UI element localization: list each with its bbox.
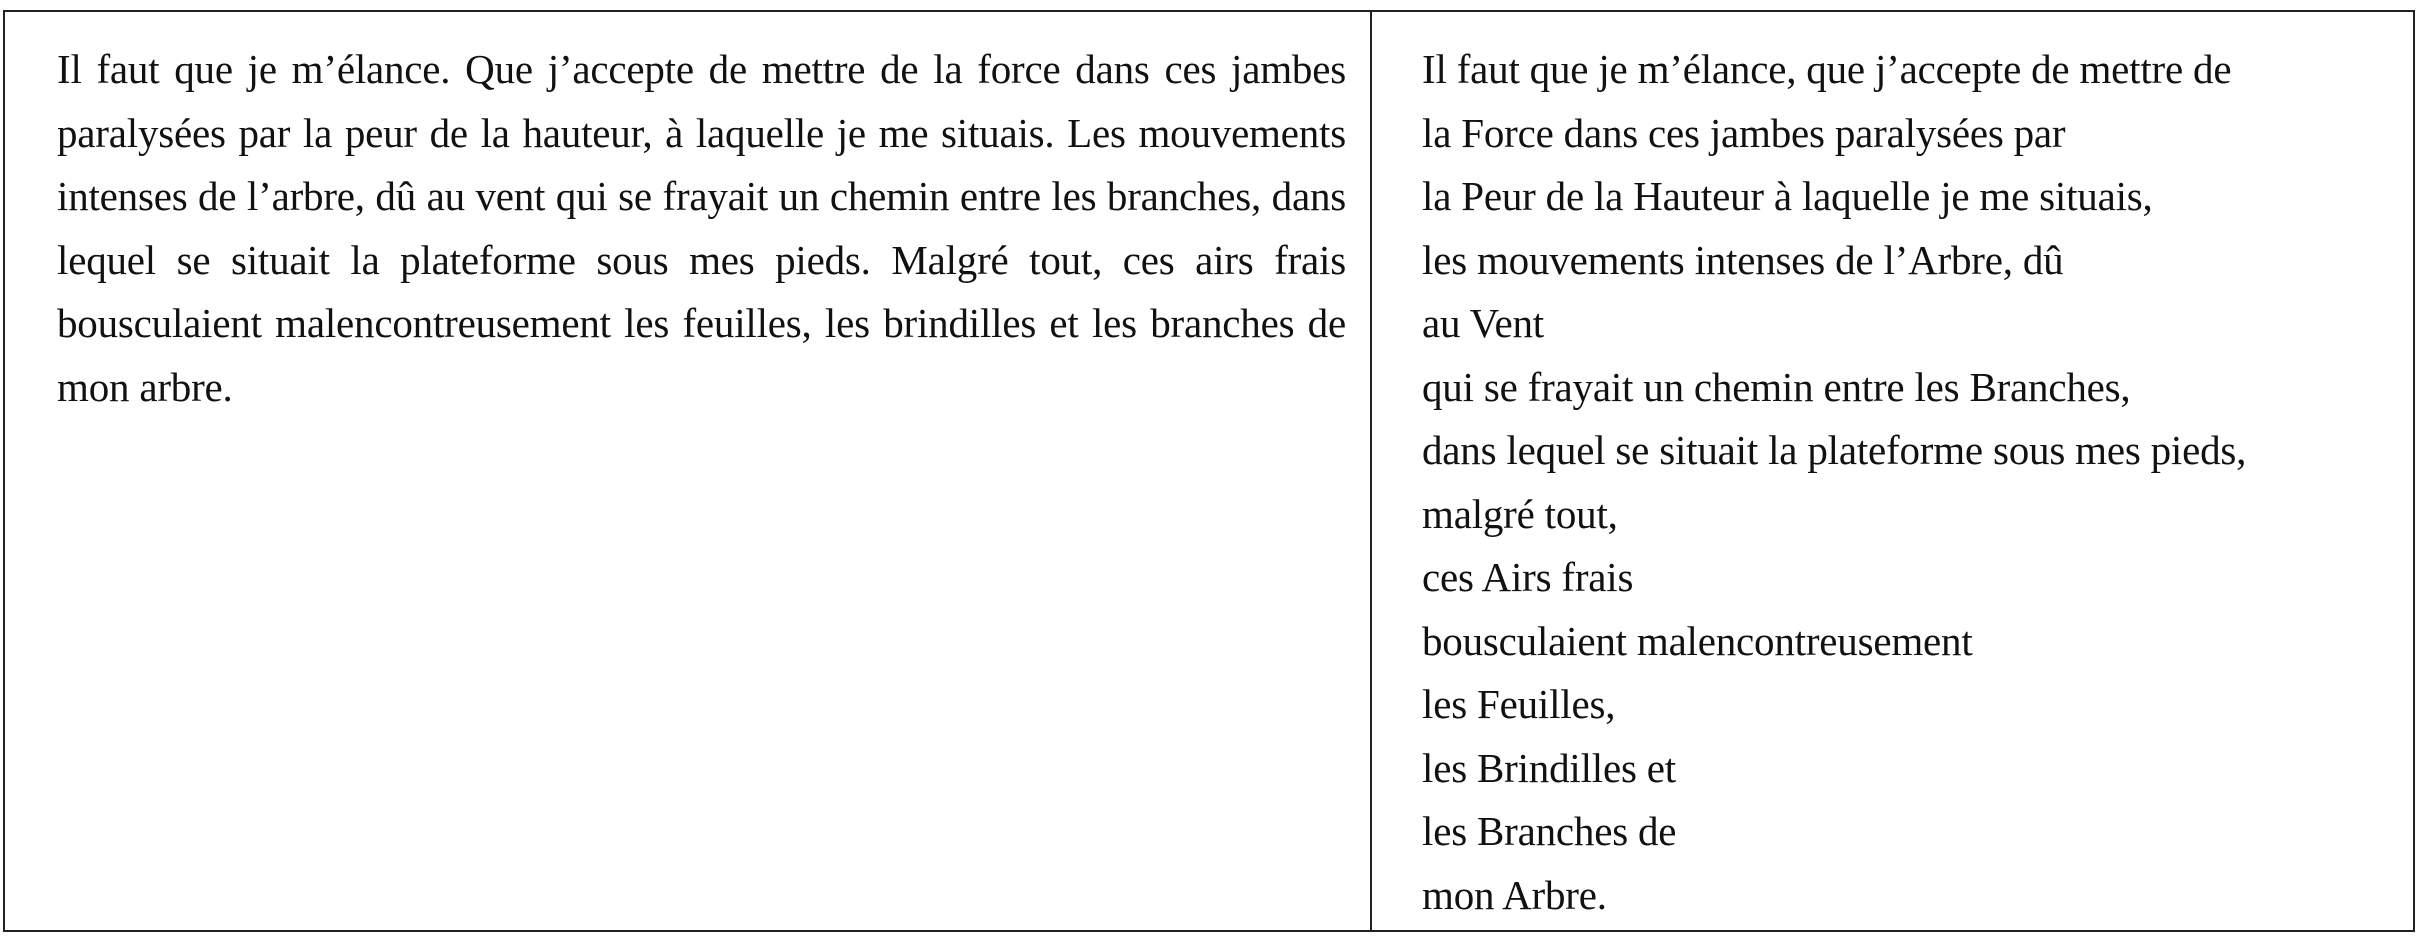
verse-line: ces Airs frais — [1422, 554, 1634, 600]
verse-cell — [1372, 12, 2413, 930]
prose-cell — [5, 12, 1372, 930]
verse-line: dans lequel se situait la plateforme sous mes pieds, — [1422, 427, 2247, 473]
verse-line: mon Arbre. — [1422, 871, 1607, 918]
verse-line: les Feuilles, — [1422, 681, 1616, 727]
verse-line: bousculaient malencontreusement — [1422, 617, 1973, 664]
verse-line: malgré tout, — [1422, 490, 1618, 537]
verse-line: les Brindilles et — [1422, 744, 1676, 791]
verse-line: au Vent — [1422, 300, 1544, 346]
verse-line: la Force dans ces jambes paralysées par — [1422, 109, 2066, 156]
verse-line: qui se frayait un chemin entre les Branches, — [1422, 363, 2131, 410]
verse-line: la Peur de la Hauteur à laquelle je me situais, — [1422, 173, 2153, 219]
verse-line: Il faut que je m’élance, que j’accepte de mettre de — [1422, 46, 2232, 92]
verse-line: les Branches de — [1422, 808, 1677, 854]
comparison-table — [3, 10, 2415, 932]
verse-line: les mouvements intenses de l’Arbre, dû — [1422, 236, 2064, 283]
prose-paragraph: Il faut que je m’élance. Que j’accepte de mettre de la force dans ces jambes paralysées par la peur de la hauteur, à laquelle je me situais. Les mouvements intenses de l’arbre, dû au vent qui se frayait un chemin entre les branches, dans lequel se situait la plateforme sous mes pieds. Malgré tout, ces airs frais bousculaient malencontreusement les feuilles, les brindilles et les branches de mon arbre. — [57, 46, 1346, 410]
